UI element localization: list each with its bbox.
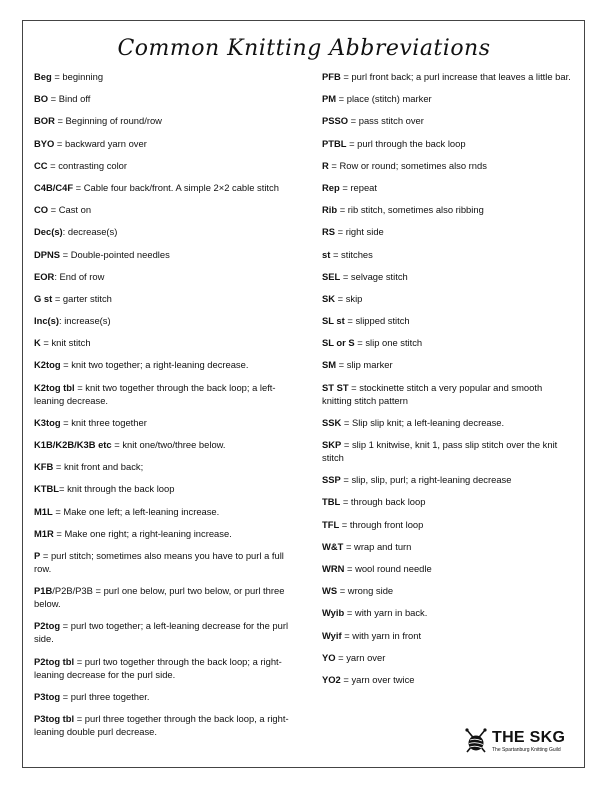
definition: = Cast on — [48, 204, 92, 216]
abbreviation: K2tog — [34, 359, 61, 371]
logo-brand: THE SKG — [492, 729, 566, 746]
definition: = purl two together through the back loop; a right-leaning decrease for the purl side. — [34, 655, 282, 680]
abbreviation-entry — [34, 505, 296, 518]
abbreviation: P3tog tbl — [34, 712, 75, 724]
definition: = knit two together; a right-leaning decrease. — [60, 359, 249, 371]
definition: = stockinette stitch a very popular and smooth knitting stitch pattern — [322, 381, 543, 406]
abbreviation: P2tog tbl — [34, 655, 75, 667]
definition: = slip, slip, purl; a right-leaning decrease — [340, 474, 512, 486]
abbreviation: PSSO — [322, 115, 349, 127]
definition: = slip marker — [336, 359, 393, 371]
definition: = selvage stitch — [340, 270, 408, 282]
abbreviation-entry — [322, 292, 574, 305]
abbreviation: SL st — [322, 315, 345, 327]
definition: = through front loop — [339, 518, 424, 530]
abbreviation-entry — [322, 438, 574, 464]
abbreviation: BO — [34, 93, 49, 105]
abbreviation: M1L — [34, 505, 53, 517]
definition: = purl two together; a left-leaning decrease for the purl side. — [34, 620, 289, 645]
abbreviation-entry — [34, 181, 296, 194]
definition: = backward yarn over — [54, 137, 147, 149]
abbreviation: RS — [322, 226, 336, 238]
abbreviation-entry — [322, 114, 574, 127]
abbreviation-entry — [322, 225, 574, 238]
definition: = slip one stitch — [354, 337, 423, 349]
abbreviation-entry — [34, 225, 296, 238]
logo-tagline: The Spartanburg Knitting Guild — [492, 747, 561, 753]
definition: = slip 1 knitwise, knit 1, pass slip stitch over the knit stitch — [322, 439, 558, 463]
definition: = knit one/two/three below. — [111, 439, 226, 450]
abbreviation: CC — [34, 159, 48, 171]
definition: = wool round needle — [344, 562, 432, 574]
abbreviation: EOR — [34, 270, 55, 282]
abbreviation: M1R — [34, 527, 54, 539]
definition: = knit through the back loop — [59, 483, 175, 495]
abbreviation: YO2 — [322, 673, 341, 685]
abbreviation-entry — [34, 248, 296, 261]
abbreviation: WRN — [322, 562, 345, 574]
abbreviation: PTBL — [322, 137, 347, 149]
abbreviation-entry — [34, 655, 296, 681]
abbreviation: Dec(s) — [34, 226, 63, 238]
abbreviation-entry — [34, 358, 296, 371]
abbreviation: Wyif — [322, 629, 342, 641]
abbreviation-entry — [322, 584, 574, 597]
abbreviation-entry — [322, 495, 574, 508]
abbreviation: CO — [34, 204, 49, 216]
abbreviation-entry — [34, 416, 296, 429]
definition: = slipped stitch — [344, 315, 410, 327]
abbreviation-entry — [322, 358, 574, 371]
abbreviation: K2tog tbl — [34, 381, 75, 393]
abbreviation: Inc(s) — [34, 315, 60, 327]
definition: /P2B/P3B = purl one below, purl two below, or purl three below. — [34, 585, 285, 610]
abbreviation-entry — [322, 518, 574, 531]
abbreviation: WS — [322, 585, 338, 597]
abbreviation: SL or S — [322, 337, 355, 349]
abbreviation-entry — [322, 203, 574, 216]
abbreviation: Rep — [322, 181, 340, 193]
abbreviation: Rib — [322, 204, 338, 216]
definition: = wrong side — [337, 585, 394, 597]
abbreviation: K3tog — [34, 416, 61, 428]
abbreviation: BYO — [34, 137, 55, 149]
abbreviation-entry — [34, 92, 296, 105]
abbreviation-entry — [322, 336, 574, 349]
definition: = Double-pointed needles — [60, 248, 170, 260]
abbreviation: KTBL — [34, 483, 59, 495]
abbreviation: ST ST — [322, 381, 349, 393]
abbreviation-entry — [34, 482, 296, 495]
abbreviation-entry — [322, 137, 574, 150]
abbreviation-entry — [322, 92, 574, 105]
definition: = purl three together. — [60, 690, 150, 702]
abbreviation: P1B — [34, 585, 53, 597]
definition: = yarn over — [335, 651, 386, 663]
right-column — [322, 70, 574, 695]
definition: = garter stitch — [52, 292, 112, 304]
abbreviation: TBL — [322, 496, 341, 508]
definition: = stitches — [330, 248, 373, 260]
definition: = with yarn in front — [341, 629, 422, 641]
definition: = wrap and turn — [343, 540, 412, 552]
abbreviation-entry — [34, 438, 296, 451]
abbreviation: SKP — [322, 439, 342, 450]
definition: = through back loop — [340, 496, 426, 508]
definition: = Beginning of round/row — [54, 115, 162, 127]
abbreviation-entry — [322, 416, 574, 429]
abbreviation: TFL — [322, 518, 340, 530]
definition: = knit front and back; — [53, 461, 144, 473]
definition: = Make one right; a right-leaning increase. — [53, 527, 232, 539]
definition: = right side — [335, 226, 384, 238]
abbreviation: SEL — [322, 270, 341, 282]
definition: = place (stitch) marker — [336, 93, 432, 105]
abbreviation: SSP — [322, 474, 341, 486]
definition: = pass stitch over — [348, 115, 424, 127]
definition: = skip — [335, 292, 363, 304]
definition: = Slip slip knit; a left-leaning decrease. — [341, 416, 505, 428]
definition: = knit three together — [60, 416, 147, 428]
abbreviation: st — [322, 248, 331, 260]
abbreviation-entry — [34, 114, 296, 127]
abbreviation: W&T — [322, 540, 344, 552]
abbreviation-entry — [322, 248, 574, 261]
abbreviation: PFB — [322, 71, 341, 82]
definition: = with yarn in back. — [344, 607, 428, 619]
abbreviation-entry — [34, 527, 296, 540]
abbreviation: G st — [34, 292, 53, 304]
definition: = purl front back; a purl increase that leaves a little bar. — [340, 71, 571, 82]
definition: = rib stitch, sometimes also ribbing — [337, 204, 484, 216]
abbreviation: SM — [322, 359, 337, 371]
abbreviation-entry — [34, 460, 296, 473]
abbreviation-entry — [34, 336, 296, 349]
abbreviation: PM — [322, 93, 337, 105]
guild-logo — [464, 726, 586, 756]
abbreviation: R — [322, 159, 329, 171]
yarn-ball-needles-icon — [464, 728, 488, 754]
abbreviation-entry — [34, 270, 296, 283]
abbreviation: SK — [322, 292, 336, 304]
abbreviation: P — [34, 549, 41, 561]
page-title: Common Knitting Abbreviations — [117, 36, 491, 61]
abbreviation: SSK — [322, 416, 342, 428]
abbreviation: P2tog — [34, 620, 61, 632]
abbreviation-entry — [322, 562, 574, 575]
abbreviation: C4B/C4F — [34, 181, 74, 193]
abbreviation-entry — [34, 690, 296, 703]
abbreviation-entry — [322, 473, 574, 486]
abbreviation-entry — [322, 651, 574, 664]
abbreviation-entry — [34, 203, 296, 216]
abbreviation: Wyib — [322, 607, 345, 619]
abbreviation-entry — [322, 381, 574, 407]
definition: = Bind off — [48, 93, 91, 105]
definition: = contrasting color — [47, 159, 128, 171]
abbreviation-entry — [322, 70, 574, 83]
abbreviation: KFB — [34, 461, 54, 473]
abbreviation: K — [34, 337, 41, 349]
left-column — [34, 70, 296, 747]
abbreviation: BOR — [34, 115, 55, 127]
abbreviation-entry — [34, 314, 296, 327]
abbreviation: K1B/K2B/K3B etc — [34, 439, 112, 450]
abbreviation: DPNS — [34, 248, 61, 260]
definition: = knit stitch — [40, 337, 91, 349]
abbreviation-entry — [34, 549, 296, 575]
definition: = Make one left; a left-leaning increase. — [52, 505, 220, 517]
abbreviation-entry — [34, 159, 296, 172]
abbreviation-entry — [322, 314, 574, 327]
abbreviation-entry — [34, 712, 296, 738]
definition: = purl through the back loop — [346, 137, 466, 149]
definition: = repeat — [339, 181, 377, 193]
abbreviation-entry — [322, 673, 574, 686]
abbreviation: P3tog — [34, 690, 61, 702]
abbreviation-entry — [322, 540, 574, 553]
definition: = Cable four back/front. A simple 2×2 cable stitch — [73, 181, 279, 193]
abbreviation-entry — [322, 181, 574, 194]
abbreviation: Beg — [34, 71, 52, 82]
abbreviation-entry — [34, 292, 296, 305]
definition: : End of row — [54, 270, 105, 282]
definition: : increase(s) — [59, 315, 111, 327]
definition: = Row or round; sometimes also rnds — [328, 159, 487, 171]
definition: = purl stitch; sometimes also means you have to purl a full row. — [34, 549, 284, 574]
abbreviation-entry — [322, 629, 574, 642]
definition: = yarn over twice — [340, 673, 415, 685]
abbreviation: YO — [322, 651, 336, 663]
abbreviation-entry — [34, 381, 296, 407]
abbreviation-entry — [322, 159, 574, 172]
definition: : decrease(s) — [62, 226, 118, 238]
definition: = beginning — [51, 71, 104, 82]
definition: = purl three together through the back loop, a right-leaning double purl decrease. — [34, 712, 289, 737]
abbreviation-entry — [322, 606, 574, 619]
abbreviation-entry — [34, 584, 296, 610]
definition: = knit two together through the back loop; a left-leaning decrease. — [34, 381, 276, 406]
abbreviation-entry — [34, 137, 296, 150]
abbreviation-entry — [322, 270, 574, 283]
abbreviation-entry — [34, 619, 296, 645]
abbreviation-entry — [34, 70, 296, 83]
